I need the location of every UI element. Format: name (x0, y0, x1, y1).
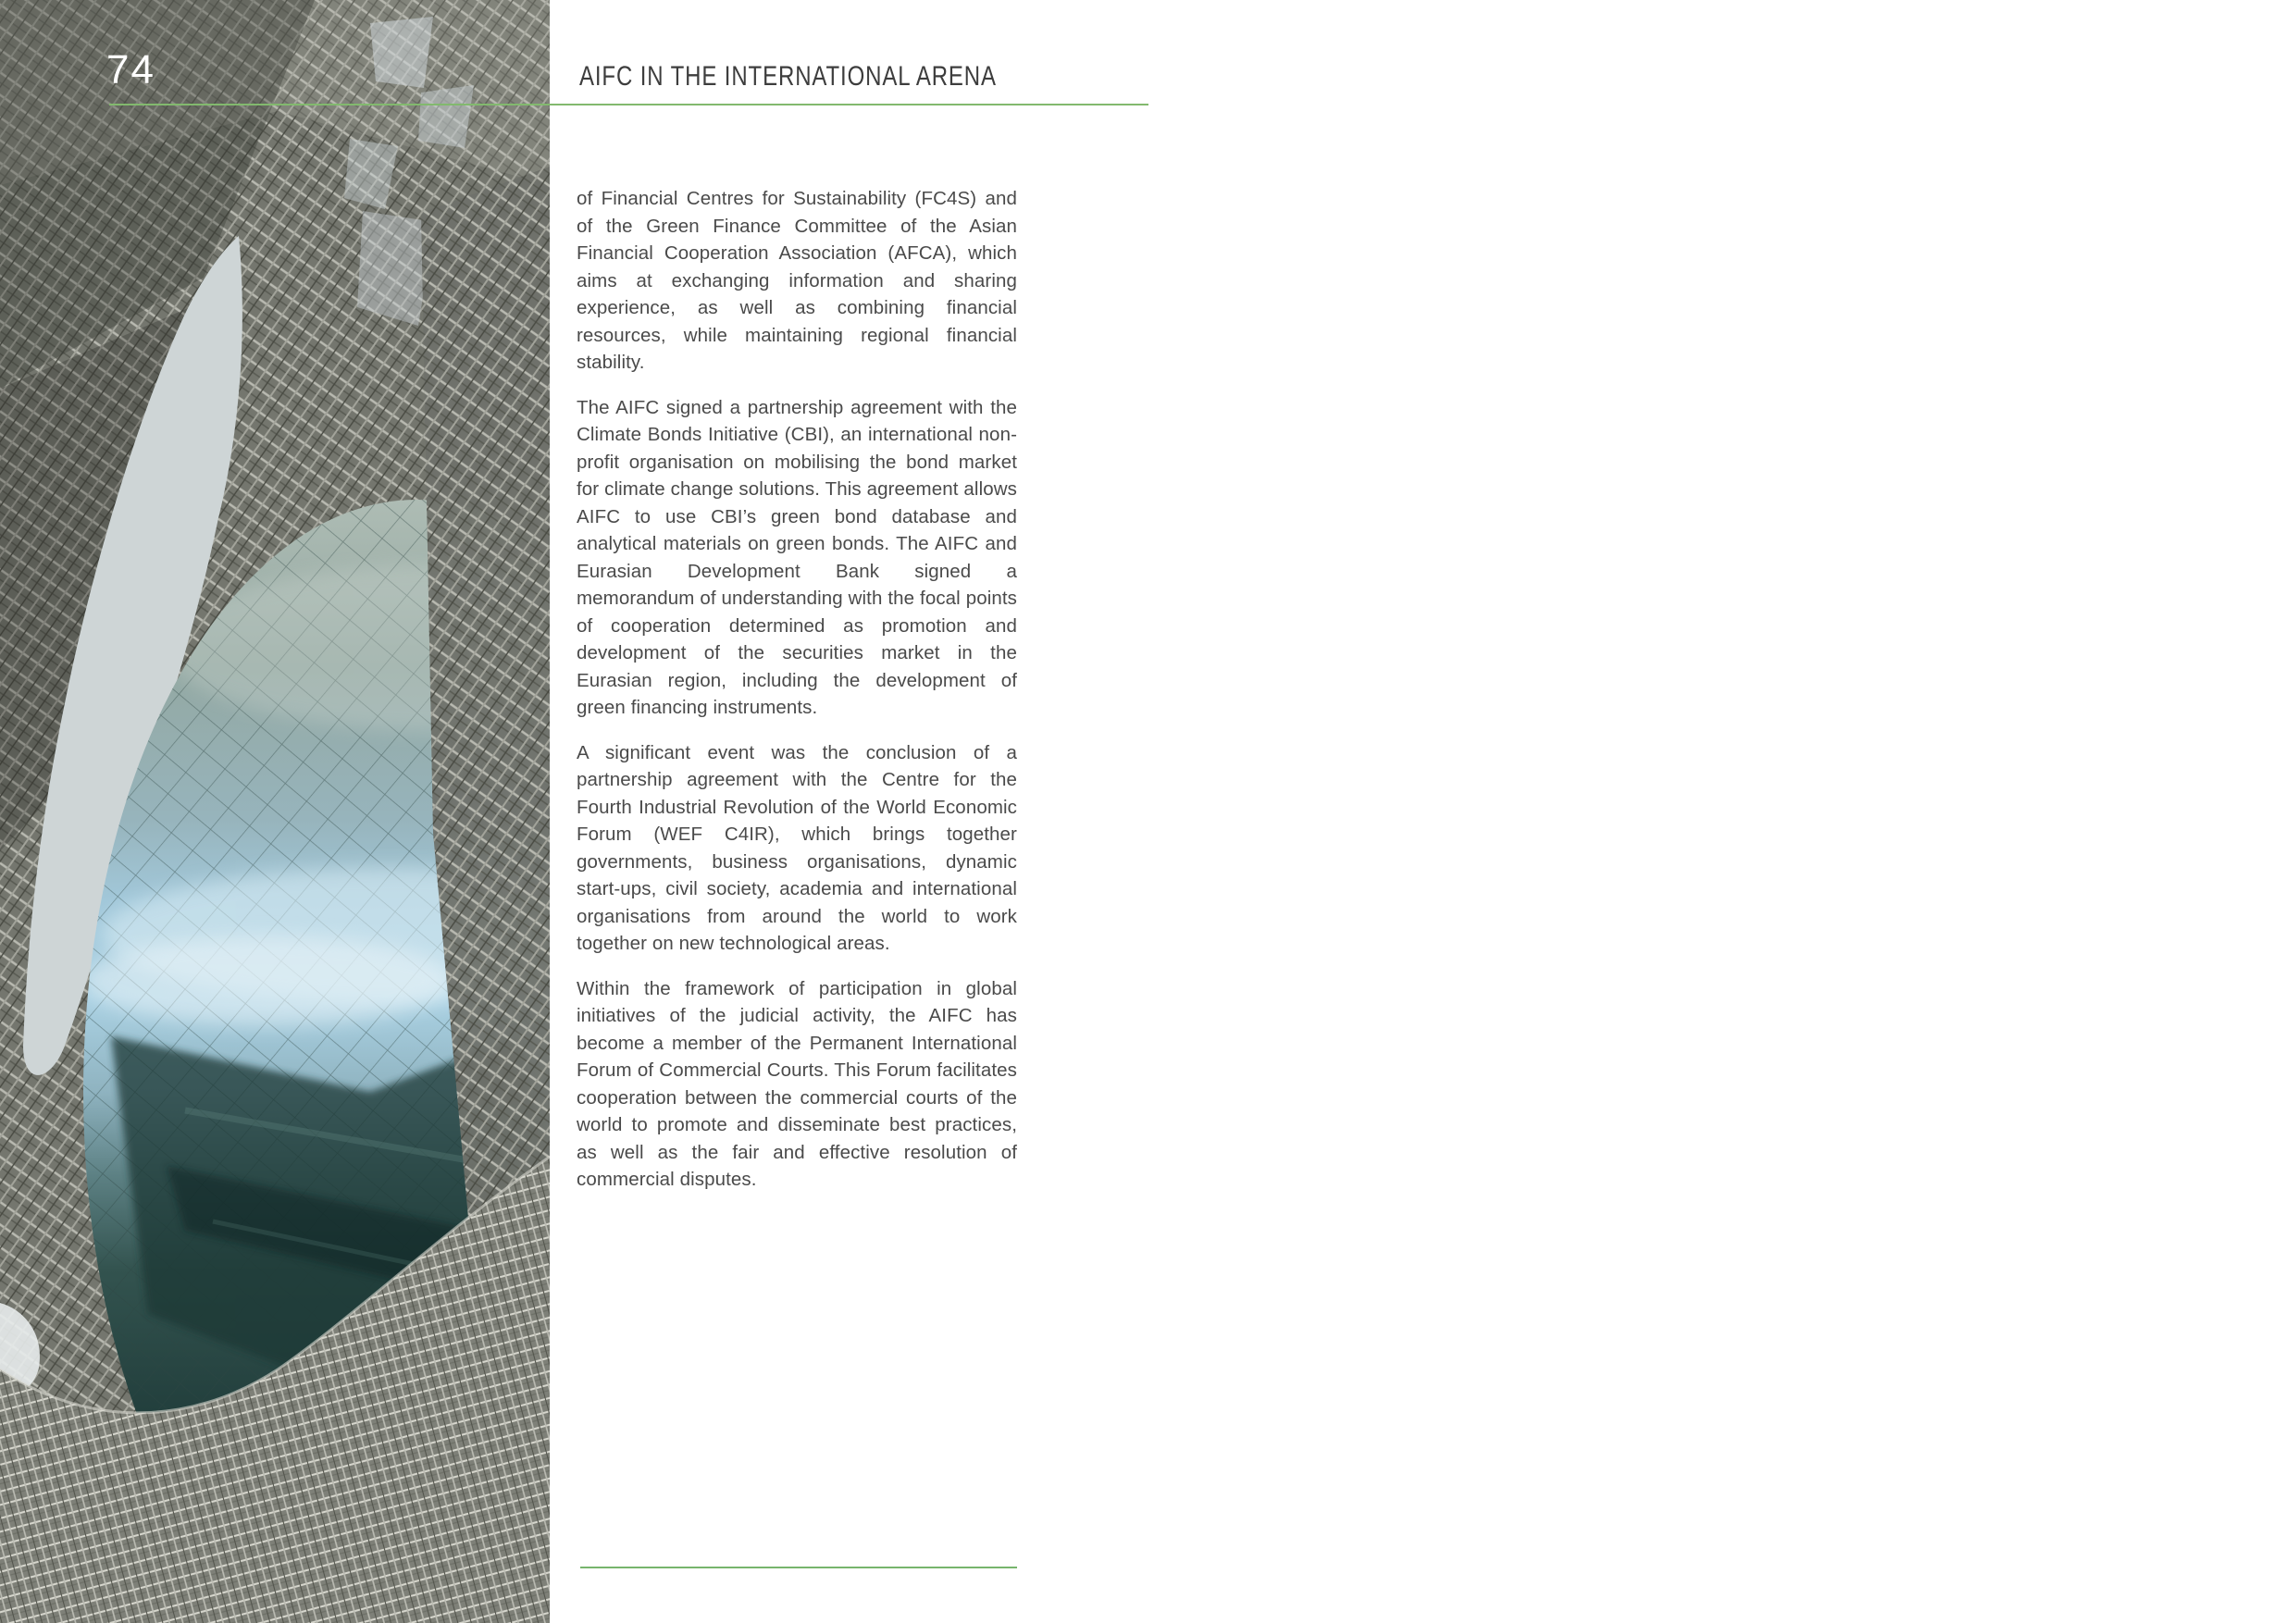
footer-rule (580, 1567, 1017, 1568)
paragraph: The AIFC signed a partnership agreement with the Climate Bonds Initiative (CBI), an international non-profit organisation on mobilising the bond market for climate change solutions. This agreement allows AIFC to use CBI’s green bond database and analytical materials on green bonds. The AIFC and Eurasian Development Bank signed a memorandum of understanding with the focal points of cooperation determined as promotion and development of the securities market in the Eurasian region, including the development of green financing instruments. (577, 396, 1017, 718)
page-number: 74 (106, 47, 155, 93)
body-text-column (577, 185, 1017, 1211)
page-title: AIFC IN THE INTERNATIONAL ARENA (579, 61, 997, 92)
paragraph: A significant event was the conclusion of a partnership agreement with the Centre for the Fourth Industrial Revolution of the World Economic Forum (WEF C4IR), which brings together governments, business organisations, dynamic start-ups, civil society, academia and international organisations from around the world to work together on new technological areas. (577, 741, 1017, 954)
paragraph: of Financial Centres for Sustainability (FC4S) and of the Green Finance Committee of the Asian Financial Cooperation Association (AFCA), which aims at exchanging information and sharing experience, as well as combining financial resources, while maintaining regional financial stability. (577, 188, 1017, 373)
cover-photo (0, 0, 550, 1623)
header-rule (109, 104, 1148, 105)
lattice-sphere-illustration (0, 0, 550, 1623)
paragraph: Within the framework of participation in global initiatives of the judicial activity, the AIFC has become a member of the Permanent International Forum of Commercial Courts. This Forum facilitates cooperation between the commercial courts of the world to promote and disseminate best practices, as well as the fair and effective resolution of commercial disputes. (577, 977, 1017, 1190)
